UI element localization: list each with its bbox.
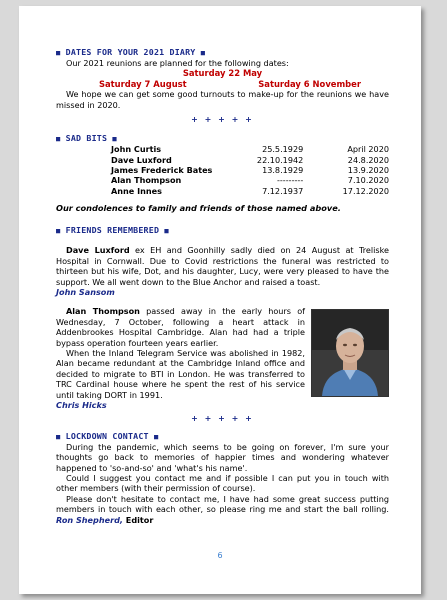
- section-heading-sad-bits: [56, 132, 389, 144]
- diary-intro: Our 2021 reunions are planned for the following dates:: [66, 58, 289, 68]
- portrait-image: [312, 310, 388, 396]
- thompson-paragraph-2: When the Inland Telegram Service was abolished in 1982, Alan became redundant at the Cambridge Inland office and decided to migrate to BTI in London. He was transferred to TRC Cardinal house where he spent the rest of his service until taking DORT in 1991.: [56, 347, 305, 400]
- obit-died: 17.12.2020: [342, 185, 389, 196]
- thompson-name: Alan Thompson: [66, 306, 140, 317]
- square-bullet-icon: ■: [200, 49, 206, 57]
- square-bullet-icon: ■: [56, 227, 61, 236]
- obit-name: Dave Luxford: [111, 154, 172, 165]
- table-row: [111, 144, 389, 154]
- square-bullet-icon: ■: [56, 135, 61, 144]
- obit-name: Alan Thompson: [111, 175, 182, 186]
- sad-bits-heading-text: SAD BITS: [65, 133, 108, 144]
- obit-died: 7.10.2020: [347, 175, 389, 186]
- lockdown-paragraph-3: [56, 494, 389, 525]
- obit-died: 13.9.2020: [347, 165, 389, 176]
- page-number: 6: [217, 551, 223, 560]
- obit-name: James Frederick Bates: [111, 165, 213, 176]
- editor-role: Editor: [122, 514, 154, 525]
- section-heading-lockdown: [56, 430, 389, 442]
- separator: + + + + +: [191, 115, 254, 125]
- obit-died: 24.8.2020: [347, 154, 389, 165]
- obit-name: John Curtis: [111, 144, 162, 155]
- luxford-signature: John Sansom: [56, 286, 115, 297]
- thompson-text: passed away in the early hours of Wednesday, 7 October, following a heart attack in Addenbrookes Hospital Cambridge. Alan had had a triple bypass operation fourteen years earlier.: [56, 306, 306, 348]
- table-row: [111, 186, 389, 196]
- obit-born: ---------: [276, 175, 304, 186]
- separator: + + + + +: [191, 414, 254, 424]
- diary-dates-row: [56, 79, 389, 89]
- thompson-signature: Chris Hicks: [56, 400, 107, 411]
- square-bullet-icon: ■: [112, 135, 117, 144]
- obit-died: April 2020: [347, 144, 389, 155]
- obit-born: 7.12.1937: [262, 185, 304, 196]
- diary-date-1: Saturday 22 May: [182, 68, 263, 79]
- obit-born: 22.10.1942: [256, 154, 304, 165]
- page-content: [56, 46, 389, 525]
- lockdown-paragraph-2: Could I suggest you contact me and if possible I can put you in touch with other members (with their permission of course).: [56, 473, 389, 494]
- alan-thompson-photo: [311, 309, 389, 397]
- diary-date-3: Saturday 6 November: [258, 78, 361, 89]
- luxford-name: Dave Luxford: [66, 245, 130, 256]
- luxford-paragraph: [56, 245, 389, 287]
- diary-heading-text: DATES FOR YOUR 2021 DIARY: [65, 47, 196, 57]
- obit-born: 13.8.1929: [262, 165, 304, 176]
- obit-born: 25.5.1929: [262, 144, 304, 155]
- square-bullet-icon: ■: [56, 49, 61, 57]
- thompson-block: [56, 306, 389, 410]
- luxford-text: ex EH and Goonhilly sadly died on 24 August at Treliske Hospital in Cornwall. Due to Covid restrictions the funeral was restricted to thirteen but his wife, Dot, and his daughter, Lucy, were very pleased to have the support. We all went down to the Blue Anchor and raised a toast.: [56, 245, 389, 287]
- table-row: [111, 155, 389, 165]
- obituary-table: [111, 144, 389, 195]
- lockdown-heading-text: LOCKDOWN CONTACT: [65, 430, 149, 441]
- lockdown-p3-text: Please don't hesitate to contact me, I have had some great success putting members in touch with each other, so please ring me and start the ball rolling.: [56, 493, 389, 515]
- friends-heading-text: FRIENDS REMEMBERED: [65, 225, 160, 236]
- square-bullet-icon: ■: [56, 432, 61, 441]
- newsletter-page: [19, 6, 421, 594]
- table-row: [111, 175, 389, 185]
- lockdown-paragraph-1: During the pandemic, which seems to be going on forever, I'm sure your thoughts go back to memories of happier times and wondering whatever happened to 'so-and-so' and 'what's his name'.: [56, 441, 389, 473]
- section-heading-diary: [56, 46, 389, 58]
- condolences-text: Our condolences to family and friends of those named above.: [56, 202, 341, 213]
- square-bullet-icon: ■: [153, 432, 159, 441]
- table-row: [111, 165, 389, 175]
- diary-paragraph: We hope we can get some good turnouts to make-up for the reunions we have missed in 2020.: [56, 89, 389, 110]
- section-heading-friends: [56, 224, 389, 236]
- square-bullet-icon: ■: [164, 227, 169, 236]
- editor-name: Ron Shepherd,: [56, 514, 123, 525]
- diary-date-2: Saturday 7 August: [99, 78, 187, 89]
- obit-name: Anne Innes: [111, 185, 162, 196]
